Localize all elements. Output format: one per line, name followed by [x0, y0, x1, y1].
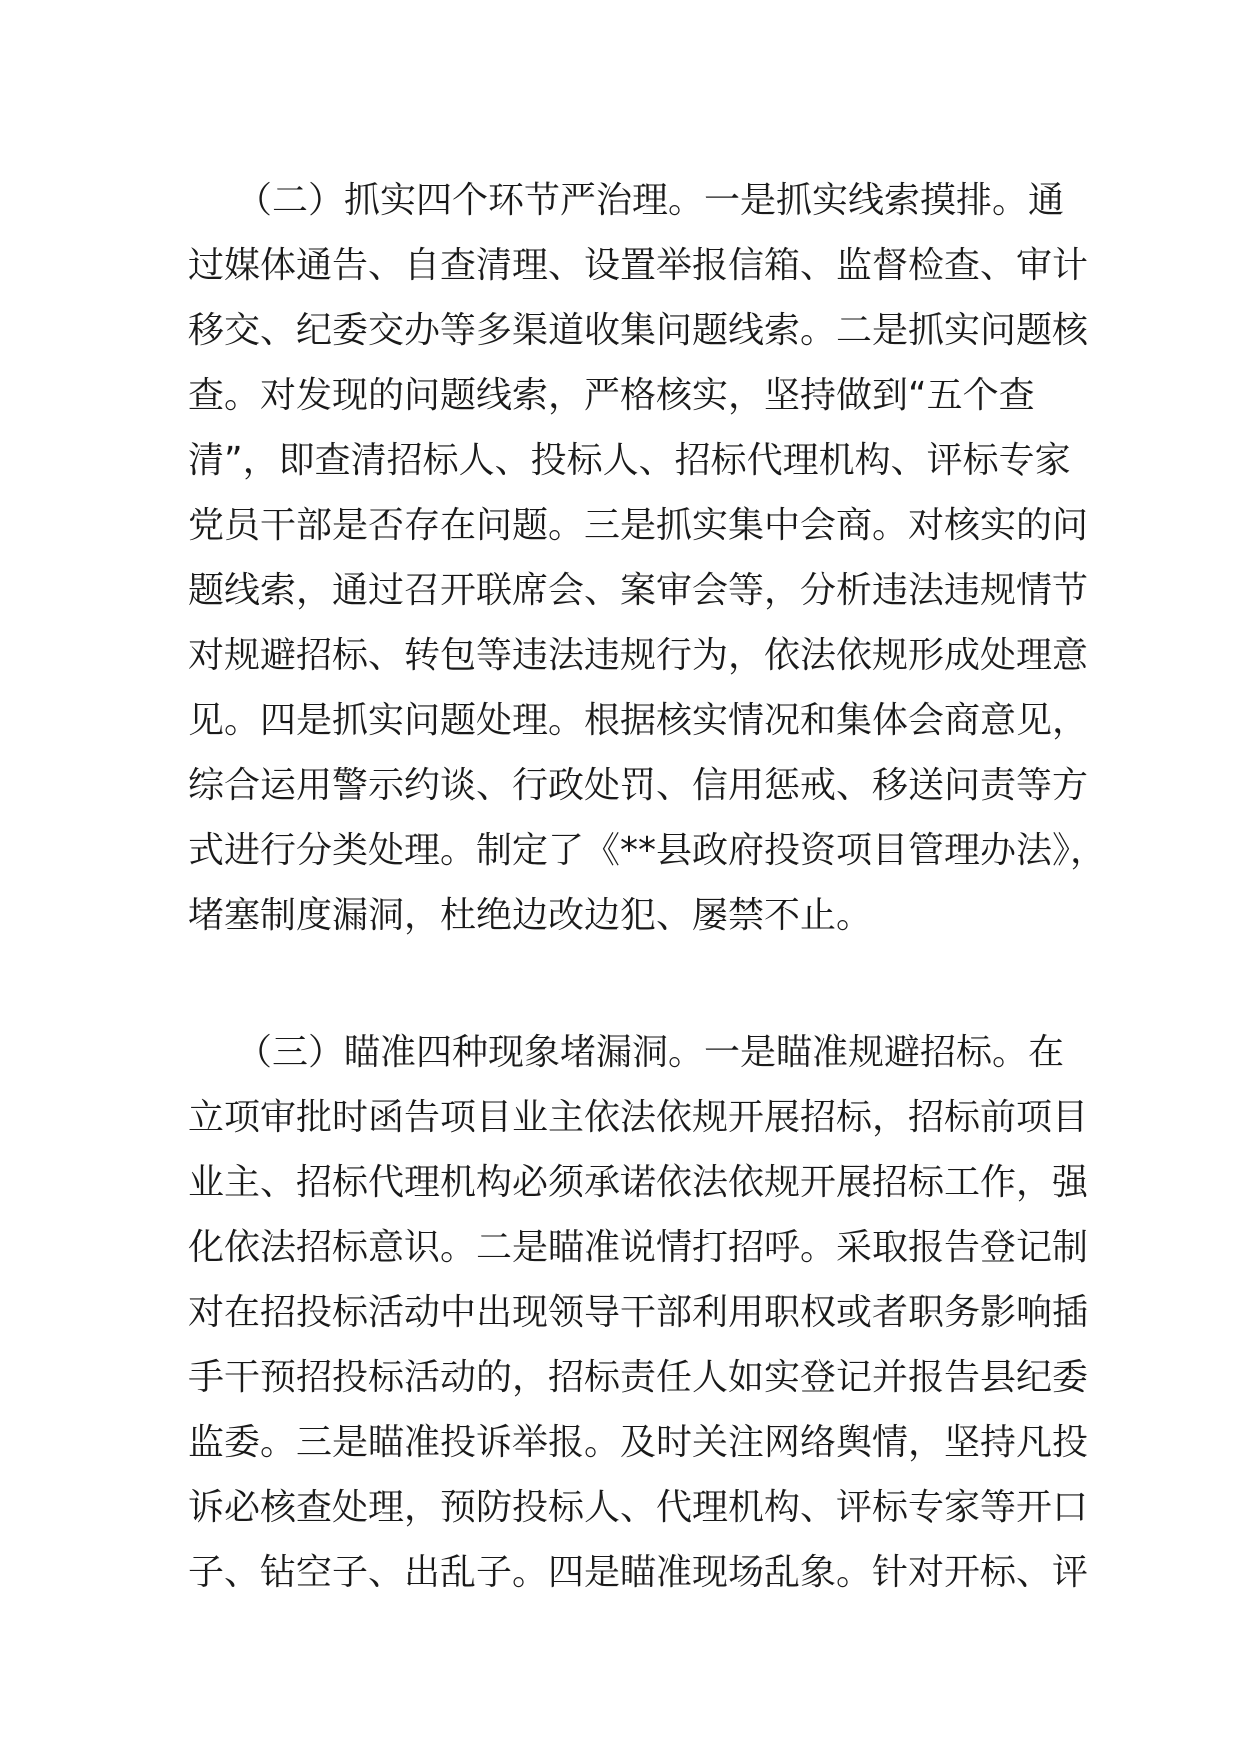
text-line: 堵塞制度漏洞，杜绝边改边犯、屡禁不止。 [188, 895, 873, 936]
text-line: 式进行分类处理。制定了《**县政府投资项目管理办法》， [188, 830, 1107, 871]
text-line: 见。四是抓实问题处理。根据核实情况和集体会商意见， [188, 700, 1089, 741]
text-line: 立项审批时函告项目业主依法依规开展招标，招标前项目 [188, 1097, 1089, 1138]
text-line: 查。对发现的问题线索，严格核实，坚持做到“五个查 [188, 375, 1035, 416]
text-line: 化依法招标意识。二是瞄准说情打招呼。采取报告登记制 [188, 1227, 1089, 1268]
text-line: 监委。三是瞄准投诉举报。及时关注网络舆情，坚持凡投 [188, 1422, 1089, 1463]
text-line: 对规避招标、转包等违法违规行为，依法依规形成处理意 [188, 635, 1089, 676]
text-line: 手干预招投标活动的，招标责任人如实登记并报告县纪委 [188, 1357, 1089, 1398]
text-line: 过媒体通告、自查清理、设置举报信箱、监督检查、审计 [188, 245, 1089, 286]
text-line: 业主、招标代理机构必须承诺依法依规开展招标工作，强 [188, 1162, 1089, 1203]
text-line: 党员干部是否存在问题。三是抓实集中会商。对核实的问 [188, 505, 1089, 546]
text-line: 题线索，通过召开联席会、案审会等，分析违法违规情节 [188, 570, 1089, 611]
text-line: 诉必核查处理，预防投标人、代理机构、评标专家等开口 [188, 1487, 1089, 1528]
text-line: 子、钻空子、出乱子。四是瞄准现场乱象。针对开标、评 [188, 1552, 1089, 1593]
text-line: 移交、纪委交办等多渠道收集问题线索。二是抓实问题核 [188, 310, 1089, 351]
text-line: 综合运用警示约谈、行政处罚、信用惩戒、移送问责等方 [188, 765, 1089, 806]
paragraph-section-2 [188, 168, 1107, 948]
text-line: （三）瞄准四种现象堵漏洞。一是瞄准规避招标。在 [236, 1032, 1065, 1073]
text-line: （二）抓实四个环节严治理。一是抓实线索摸排。通 [236, 180, 1065, 221]
text-line: 清”，即查清招标人、投标人、招标代理机构、评标专家 [188, 440, 1071, 481]
text-line: 对在招投标活动中出现领导干部利用职权或者职务影响插 [188, 1292, 1089, 1333]
paragraph-section-3 [188, 1020, 1088, 1605]
